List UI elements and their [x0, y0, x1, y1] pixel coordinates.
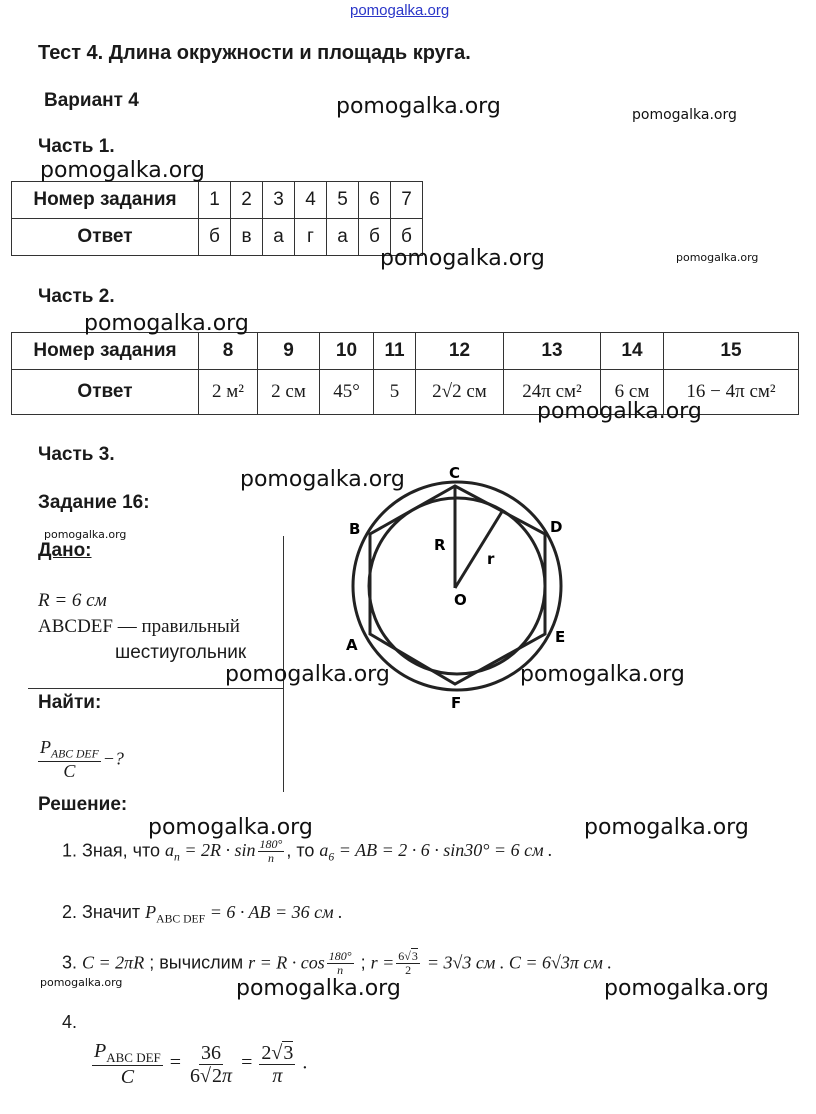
task-number: 2 — [231, 182, 263, 219]
find-expression: $\frac{P_{ABC DEF}}{C}$ −? — [40, 737, 124, 782]
solution-step-4-label: 4. — [62, 1012, 78, 1032]
answer-cell: 2 см — [258, 370, 320, 415]
label-F: F — [451, 694, 462, 712]
given-radius: R = 6 см — [38, 590, 107, 611]
task-number: 15 — [664, 333, 799, 370]
label-D: D — [550, 518, 563, 536]
watermark: pomogalka.org — [632, 107, 737, 123]
task-number: 11 — [374, 333, 416, 370]
solution-step-1: 1. Зная, что $a_n = 2R \cdot \sin$ $\frac{180^\circ}{n}$ , то $a_6$ = AB = 2 · 6 · sin30° = 6 см . — [62, 837, 553, 866]
find-label: Найти: — [38, 692, 102, 713]
given-polygon-line2: шестиугольник — [115, 642, 247, 663]
task-number: 1 — [199, 182, 231, 219]
find-fraction: $\frac{P_{ABC DEF}}{C}$ — [40, 737, 99, 782]
answer-cell: а — [263, 219, 295, 256]
part1-label: Часть 1. — [38, 136, 115, 157]
task-number: 6 — [359, 182, 391, 219]
radius-r — [455, 510, 503, 588]
label-r: r — [487, 550, 495, 568]
part1-table — [11, 181, 423, 256]
task-number: 12 — [416, 333, 504, 370]
solution-step-3: 3. C = 2πR ; вычислим r = R · cos $\frac{180^\circ}{n}$ ; r = $\frac{6√3}{2}$ = 3√3 см . C = 6√3π см . — [62, 949, 612, 978]
answer-label-cell: Ответ — [12, 219, 199, 256]
watermark: pomogalka.org — [520, 662, 685, 687]
watermark: pomogalka.org — [84, 311, 249, 336]
answer-cell: 24π см² — [504, 370, 601, 415]
task-number: 14 — [601, 333, 664, 370]
solution-step-2: 2. Значит $P_{ABC DEF} = 6$ · AB = 36 см . — [62, 902, 343, 926]
page-title: Тест 4. Длина окружности и площадь круга. — [38, 42, 471, 64]
label-C: C — [449, 464, 461, 482]
task-16-label: Задание 16: — [38, 492, 150, 513]
answer-label-cell: Ответ — [12, 370, 199, 415]
answer-cell: б — [359, 219, 391, 256]
watermark: pomogalka.org — [240, 467, 405, 492]
answer-cell: б — [199, 219, 231, 256]
header-cell: Номер задания — [12, 182, 199, 219]
task-number: 5 — [327, 182, 359, 219]
answer-cell: 2 м² — [199, 370, 258, 415]
watermark: pomogalka.org — [584, 815, 749, 840]
horizontal-divider — [28, 688, 284, 689]
task-number: 3 — [263, 182, 295, 219]
answer-cell: а — [327, 219, 359, 256]
watermark: pomogalka.org — [336, 94, 501, 119]
task-number: 10 — [320, 333, 374, 370]
label-B: B — [349, 520, 361, 538]
watermark: pomogalka.org — [676, 251, 759, 264]
given-polygon-line1: ABCDEF — правильный — [38, 616, 240, 637]
answer-cell: 5 — [374, 370, 416, 415]
answer-cell: г — [295, 219, 327, 256]
watermark: pomogalka.org — [225, 662, 390, 687]
given-label: Дано: — [38, 540, 92, 561]
solution-step-4-expression: $\frac{P_{ABC DEF}}{C}$ = $\frac{36}{6√2\pi}$ = $\frac{2√3}{\pi}$ . — [94, 1040, 308, 1089]
answer-cell: 16 − 4π см² — [664, 370, 799, 415]
answer-cell: в — [231, 219, 263, 256]
label-A: A — [346, 636, 358, 654]
answer-cell: 45° — [320, 370, 374, 415]
table-row — [12, 219, 423, 256]
answer-cell: б — [391, 219, 423, 256]
watermark: pomogalka.org — [40, 976, 123, 989]
label-R: R — [434, 536, 446, 554]
watermark: pomogalka.org — [236, 976, 401, 1001]
part2-label: Часть 2. — [38, 286, 115, 307]
solution-label: Решение: — [38, 794, 128, 815]
label-E: E — [555, 628, 566, 646]
watermark: pomogalka.org — [148, 815, 313, 840]
task-number: 9 — [258, 333, 320, 370]
watermark: pomogalka.org — [40, 158, 205, 183]
watermark: pomogalka.org — [380, 246, 545, 271]
table-row — [12, 182, 423, 219]
task-number: 13 — [504, 333, 601, 370]
header-site-link[interactable]: pomogalka.org — [350, 2, 450, 19]
task-number: 7 — [391, 182, 423, 219]
task-number: 8 — [199, 333, 258, 370]
header-cell: Номер задания — [12, 333, 199, 370]
task-number: 4 — [295, 182, 327, 219]
table-row — [12, 333, 799, 370]
answer-cell: 6 см — [601, 370, 664, 415]
watermark: pomogalka.org — [537, 399, 702, 424]
variant-label: Вариант 4 — [44, 90, 139, 111]
watermark: pomogalka.org — [604, 976, 769, 1001]
part3-label: Часть 3. — [38, 444, 115, 465]
answer-cell: 2√2 см — [416, 370, 504, 415]
label-O: O — [454, 591, 467, 609]
watermark: pomogalka.org — [44, 528, 127, 541]
